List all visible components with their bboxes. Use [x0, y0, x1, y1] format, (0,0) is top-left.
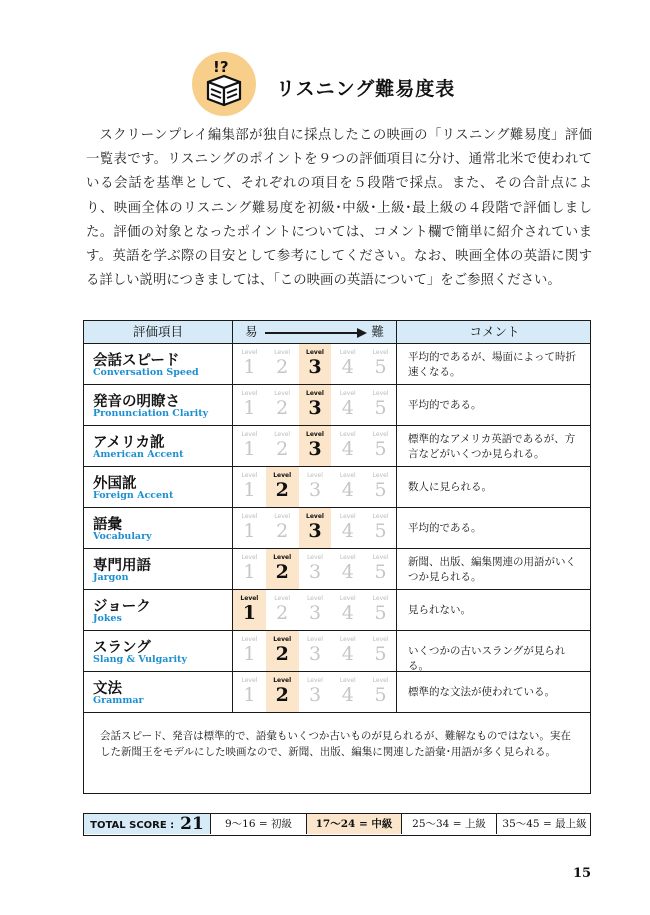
header-hard: 難: [371, 324, 384, 339]
table-row: [84, 344, 590, 385]
row-item: [84, 549, 233, 589]
row-item: [84, 467, 233, 507]
box-with-question-icon: [192, 52, 256, 116]
level-label: Level: [273, 636, 292, 643]
level-label: Level: [274, 431, 291, 438]
row-item: [84, 672, 233, 712]
level-number: 5: [374, 520, 387, 542]
level-number: 4: [341, 438, 354, 460]
item-name-jp: 会話スピード: [93, 353, 180, 369]
item-name-jp: 文法: [93, 681, 122, 697]
item-name-jp: 発音の明瞭さ: [93, 394, 180, 410]
listening-difficulty-table: [83, 320, 591, 794]
item-name-en: Vocabulary: [93, 531, 152, 542]
level-label: Level: [273, 554, 292, 561]
total-score-label: TOTAL SCORE :: [90, 820, 175, 831]
level-scale: [233, 590, 397, 630]
row-item: [84, 590, 233, 630]
level-label: Level: [307, 636, 323, 643]
level-label: Level: [306, 349, 324, 356]
level-number: 3: [308, 643, 322, 665]
level-cell: [364, 672, 397, 712]
item-name-en: Slang & Vulgarity: [93, 654, 187, 665]
row-comment: 平均的であるが、場面によって時折速くなる。: [408, 351, 576, 378]
table-row: [84, 426, 590, 467]
level-cell: [266, 508, 299, 548]
level-cell: [331, 344, 364, 384]
level-cell: [299, 590, 332, 630]
level-label: Level: [241, 636, 258, 643]
range-beginner: 9〜16 = 初級: [211, 814, 307, 834]
row-comment: 標準的なアメリカ英語であるが、方言などがいくつか見られる。: [408, 433, 576, 460]
item-name-jp: アメリカ訛: [93, 435, 165, 451]
level-label: Level: [372, 677, 389, 684]
level-label: Level: [339, 595, 356, 602]
row-comment: 平均的である。: [408, 522, 482, 534]
row-comment: いくつかの古いスラングが見られる。: [408, 645, 566, 672]
level-number: 5: [374, 356, 387, 378]
level-cell-selected: [299, 426, 332, 466]
level-number: 1: [243, 397, 256, 419]
level-label: Level: [274, 513, 291, 520]
level-label: Level: [241, 390, 258, 397]
item-name-jp: スラング: [93, 640, 151, 656]
level-label: Level: [241, 431, 258, 438]
level-cell: [266, 590, 299, 630]
level-label: Level: [372, 390, 389, 397]
level-number: 2: [276, 397, 289, 419]
level-label: Level: [339, 390, 356, 397]
level-number: 1: [243, 438, 256, 460]
level-cell: [299, 631, 332, 671]
header-scale: [233, 321, 397, 344]
level-label: Level: [273, 677, 292, 684]
level-number: 5: [374, 561, 387, 583]
total-score-value: 21: [180, 814, 204, 834]
row-comment: 標準的な文法が使われている。: [408, 686, 555, 698]
level-scale: [233, 672, 397, 712]
level-label: Level: [241, 349, 258, 356]
level-number: 4: [341, 479, 354, 501]
level-label: Level: [274, 349, 291, 356]
level-cell-selected: [266, 549, 299, 589]
level-number: 2: [275, 561, 289, 583]
level-number: 4: [341, 561, 354, 583]
level-number: 2: [275, 643, 289, 665]
level-number: 3: [308, 397, 322, 419]
level-cell: [364, 467, 397, 507]
icon-marks: !?: [213, 58, 229, 76]
level-number: 5: [374, 438, 387, 460]
item-name-jp: 専門用語: [93, 558, 151, 574]
item-name-en: Grammar: [93, 695, 144, 706]
level-number: 5: [374, 397, 387, 419]
level-label: Level: [372, 554, 389, 561]
total-score-bar: [83, 813, 591, 836]
page-number: 15: [573, 866, 592, 881]
level-cell: [331, 631, 364, 671]
row-comment: 平均的である。: [408, 399, 482, 411]
level-cell: [233, 672, 266, 712]
row-item: [84, 344, 233, 384]
level-label: Level: [274, 595, 291, 602]
table-row: [84, 385, 590, 426]
item-name-en: Jargon: [93, 572, 129, 583]
level-cell: [233, 631, 266, 671]
item-name-jp: 語彙: [93, 517, 122, 533]
level-cell: [299, 672, 332, 712]
item-name-jp: ジョーク: [93, 599, 151, 615]
level-number: 4: [341, 520, 354, 542]
level-number: 2: [276, 602, 289, 624]
level-number: 1: [243, 684, 256, 706]
row-item: [84, 426, 233, 466]
level-label: Level: [339, 472, 356, 479]
level-cell: [364, 426, 397, 466]
level-number: 4: [341, 643, 354, 665]
level-cell-selected: [299, 344, 332, 384]
level-cell: [299, 467, 332, 507]
range-expert: 35〜45 = 最上級: [502, 818, 587, 830]
level-cell: [364, 508, 397, 548]
level-label: Level: [306, 390, 324, 397]
level-cell: [299, 549, 332, 589]
level-number: 1: [243, 561, 256, 583]
item-name-en: Jokes: [93, 613, 122, 624]
row-item: [84, 508, 233, 548]
level-label: Level: [372, 513, 389, 520]
level-number: 1: [243, 643, 256, 665]
level-number: 3: [308, 520, 322, 542]
page-title: リスニング難易度表: [276, 78, 456, 100]
level-number: 4: [341, 602, 354, 624]
level-label: Level: [240, 595, 259, 602]
level-scale: [233, 631, 397, 671]
range-advanced: 25〜34 = 上級: [402, 814, 497, 834]
level-number: 4: [341, 356, 354, 378]
level-scale: [233, 508, 397, 548]
level-cell-selected: [233, 590, 266, 630]
level-cell: [331, 385, 364, 425]
level-label: Level: [241, 472, 258, 479]
level-number: 5: [374, 602, 387, 624]
level-number: 2: [275, 479, 289, 501]
level-cell: [331, 549, 364, 589]
level-scale: [233, 385, 397, 425]
level-label: Level: [372, 636, 389, 643]
table-row: [84, 467, 590, 508]
level-number: 1: [243, 520, 256, 542]
level-cell: [331, 672, 364, 712]
table-row: [84, 672, 590, 713]
level-cell: [233, 344, 266, 384]
level-cell: [233, 549, 266, 589]
range-intermediate: 17〜24 = 中級: [307, 814, 402, 834]
total-score: [84, 814, 211, 834]
level-cell: [364, 590, 397, 630]
right-arrow-icon: [265, 332, 365, 334]
level-cell: [266, 426, 299, 466]
level-scale: [233, 426, 397, 466]
level-label: Level: [241, 554, 258, 561]
level-label: Level: [339, 349, 356, 356]
table-header: [84, 321, 590, 344]
level-cell: [364, 385, 397, 425]
row-comment: 新聞、出版、編集関連の用語がいくつか見られる。: [408, 556, 576, 583]
summary-text: 会話スピード、発音は標準的で、語彙もいくつか古いものが見られるが、難解なものではない。実在した新聞王をモデルにした映画なので、新聞、出版、編集に関連した語彙･用語が多く見られる。: [100, 730, 571, 758]
level-scale: [233, 467, 397, 507]
level-cell: [233, 385, 266, 425]
level-cell: [364, 344, 397, 384]
level-label: Level: [241, 513, 258, 520]
level-label: Level: [307, 595, 323, 602]
table-row: [84, 508, 590, 549]
row-comment: 見られない。: [408, 604, 471, 616]
level-scale: [233, 549, 397, 589]
level-number: 3: [308, 479, 322, 501]
level-number: 4: [341, 684, 354, 706]
level-label: Level: [372, 349, 389, 356]
header-comment: コメント: [469, 324, 520, 339]
level-number: 2: [276, 356, 289, 378]
item-name-en: Foreign Accent: [93, 490, 174, 501]
level-cell-selected: [266, 672, 299, 712]
level-label: Level: [339, 636, 356, 643]
level-cell: [331, 467, 364, 507]
level-cell: [331, 508, 364, 548]
item-name-en: American Accent: [93, 449, 184, 460]
level-cell: [266, 385, 299, 425]
level-number: 3: [308, 561, 322, 583]
level-number: 1: [243, 356, 256, 378]
level-number: 1: [243, 479, 256, 501]
level-label: Level: [307, 554, 323, 561]
table-row: [84, 631, 590, 672]
level-label: Level: [241, 677, 258, 684]
level-label: Level: [339, 554, 356, 561]
level-number: 3: [308, 438, 322, 460]
level-label: Level: [306, 431, 324, 438]
level-cell: [364, 631, 397, 671]
level-label: Level: [307, 677, 323, 684]
level-cell-selected: [266, 631, 299, 671]
row-item: [84, 631, 233, 671]
level-label: Level: [372, 472, 389, 479]
level-number: 3: [308, 356, 322, 378]
level-cell: [364, 549, 397, 589]
table-row: [84, 549, 590, 590]
intro-paragraph: スクリーンプレイ編集部が独自に採点したこの映画の「リスニング難易度」評価一覧表です。リスニングのポイントを９つの評価項目に分け、通常北米で使われている会話を基準として、それぞれの項目を５段階で採点。また、その合計点により、映画全体のリスニング難易度を初級･中級･上級･最上級の４段階で評価しました。評価の対象となったポイントについては、コメント欄で簡単に紹介されています。英語を学ぶ際の目安として参考にしてください。なお、映画全体の英語に関する詳しい説明につきましては、「この映画の英語について」をご参照ください。: [86, 128, 592, 289]
level-number: 4: [341, 397, 354, 419]
row-comment: 数人に見られる。: [408, 481, 492, 493]
level-number: 5: [374, 643, 387, 665]
level-label: Level: [339, 513, 356, 520]
level-cell: [266, 344, 299, 384]
row-item: [84, 385, 233, 425]
level-label: Level: [306, 513, 324, 520]
level-number: 5: [374, 684, 387, 706]
level-number: 3: [308, 684, 322, 706]
level-number: 2: [276, 520, 289, 542]
level-number: 2: [275, 684, 289, 706]
level-cell: [233, 426, 266, 466]
level-number: 5: [374, 479, 387, 501]
level-number: 3: [308, 602, 322, 624]
level-label: Level: [372, 431, 389, 438]
level-label: Level: [339, 431, 356, 438]
header-item: 評価項目: [84, 321, 233, 344]
level-cell: [233, 467, 266, 507]
level-label: Level: [372, 595, 389, 602]
table-row: [84, 590, 590, 631]
item-name-jp: 外国訛: [93, 476, 137, 492]
level-label: Level: [274, 390, 291, 397]
level-cell-selected: [266, 467, 299, 507]
level-cell: [233, 508, 266, 548]
level-cell: [331, 426, 364, 466]
level-label: Level: [339, 677, 356, 684]
level-cell-selected: [299, 385, 332, 425]
level-number: 1: [242, 602, 257, 624]
header-easy: 易: [245, 324, 258, 339]
level-cell: [331, 590, 364, 630]
level-label: Level: [273, 472, 292, 479]
level-number: 2: [276, 438, 289, 460]
item-name-en: Pronunciation Clarity: [93, 408, 209, 419]
item-name-en: Conversation Speed: [93, 367, 199, 378]
level-scale: [233, 344, 397, 384]
level-label: Level: [307, 472, 323, 479]
level-cell-selected: [299, 508, 332, 548]
